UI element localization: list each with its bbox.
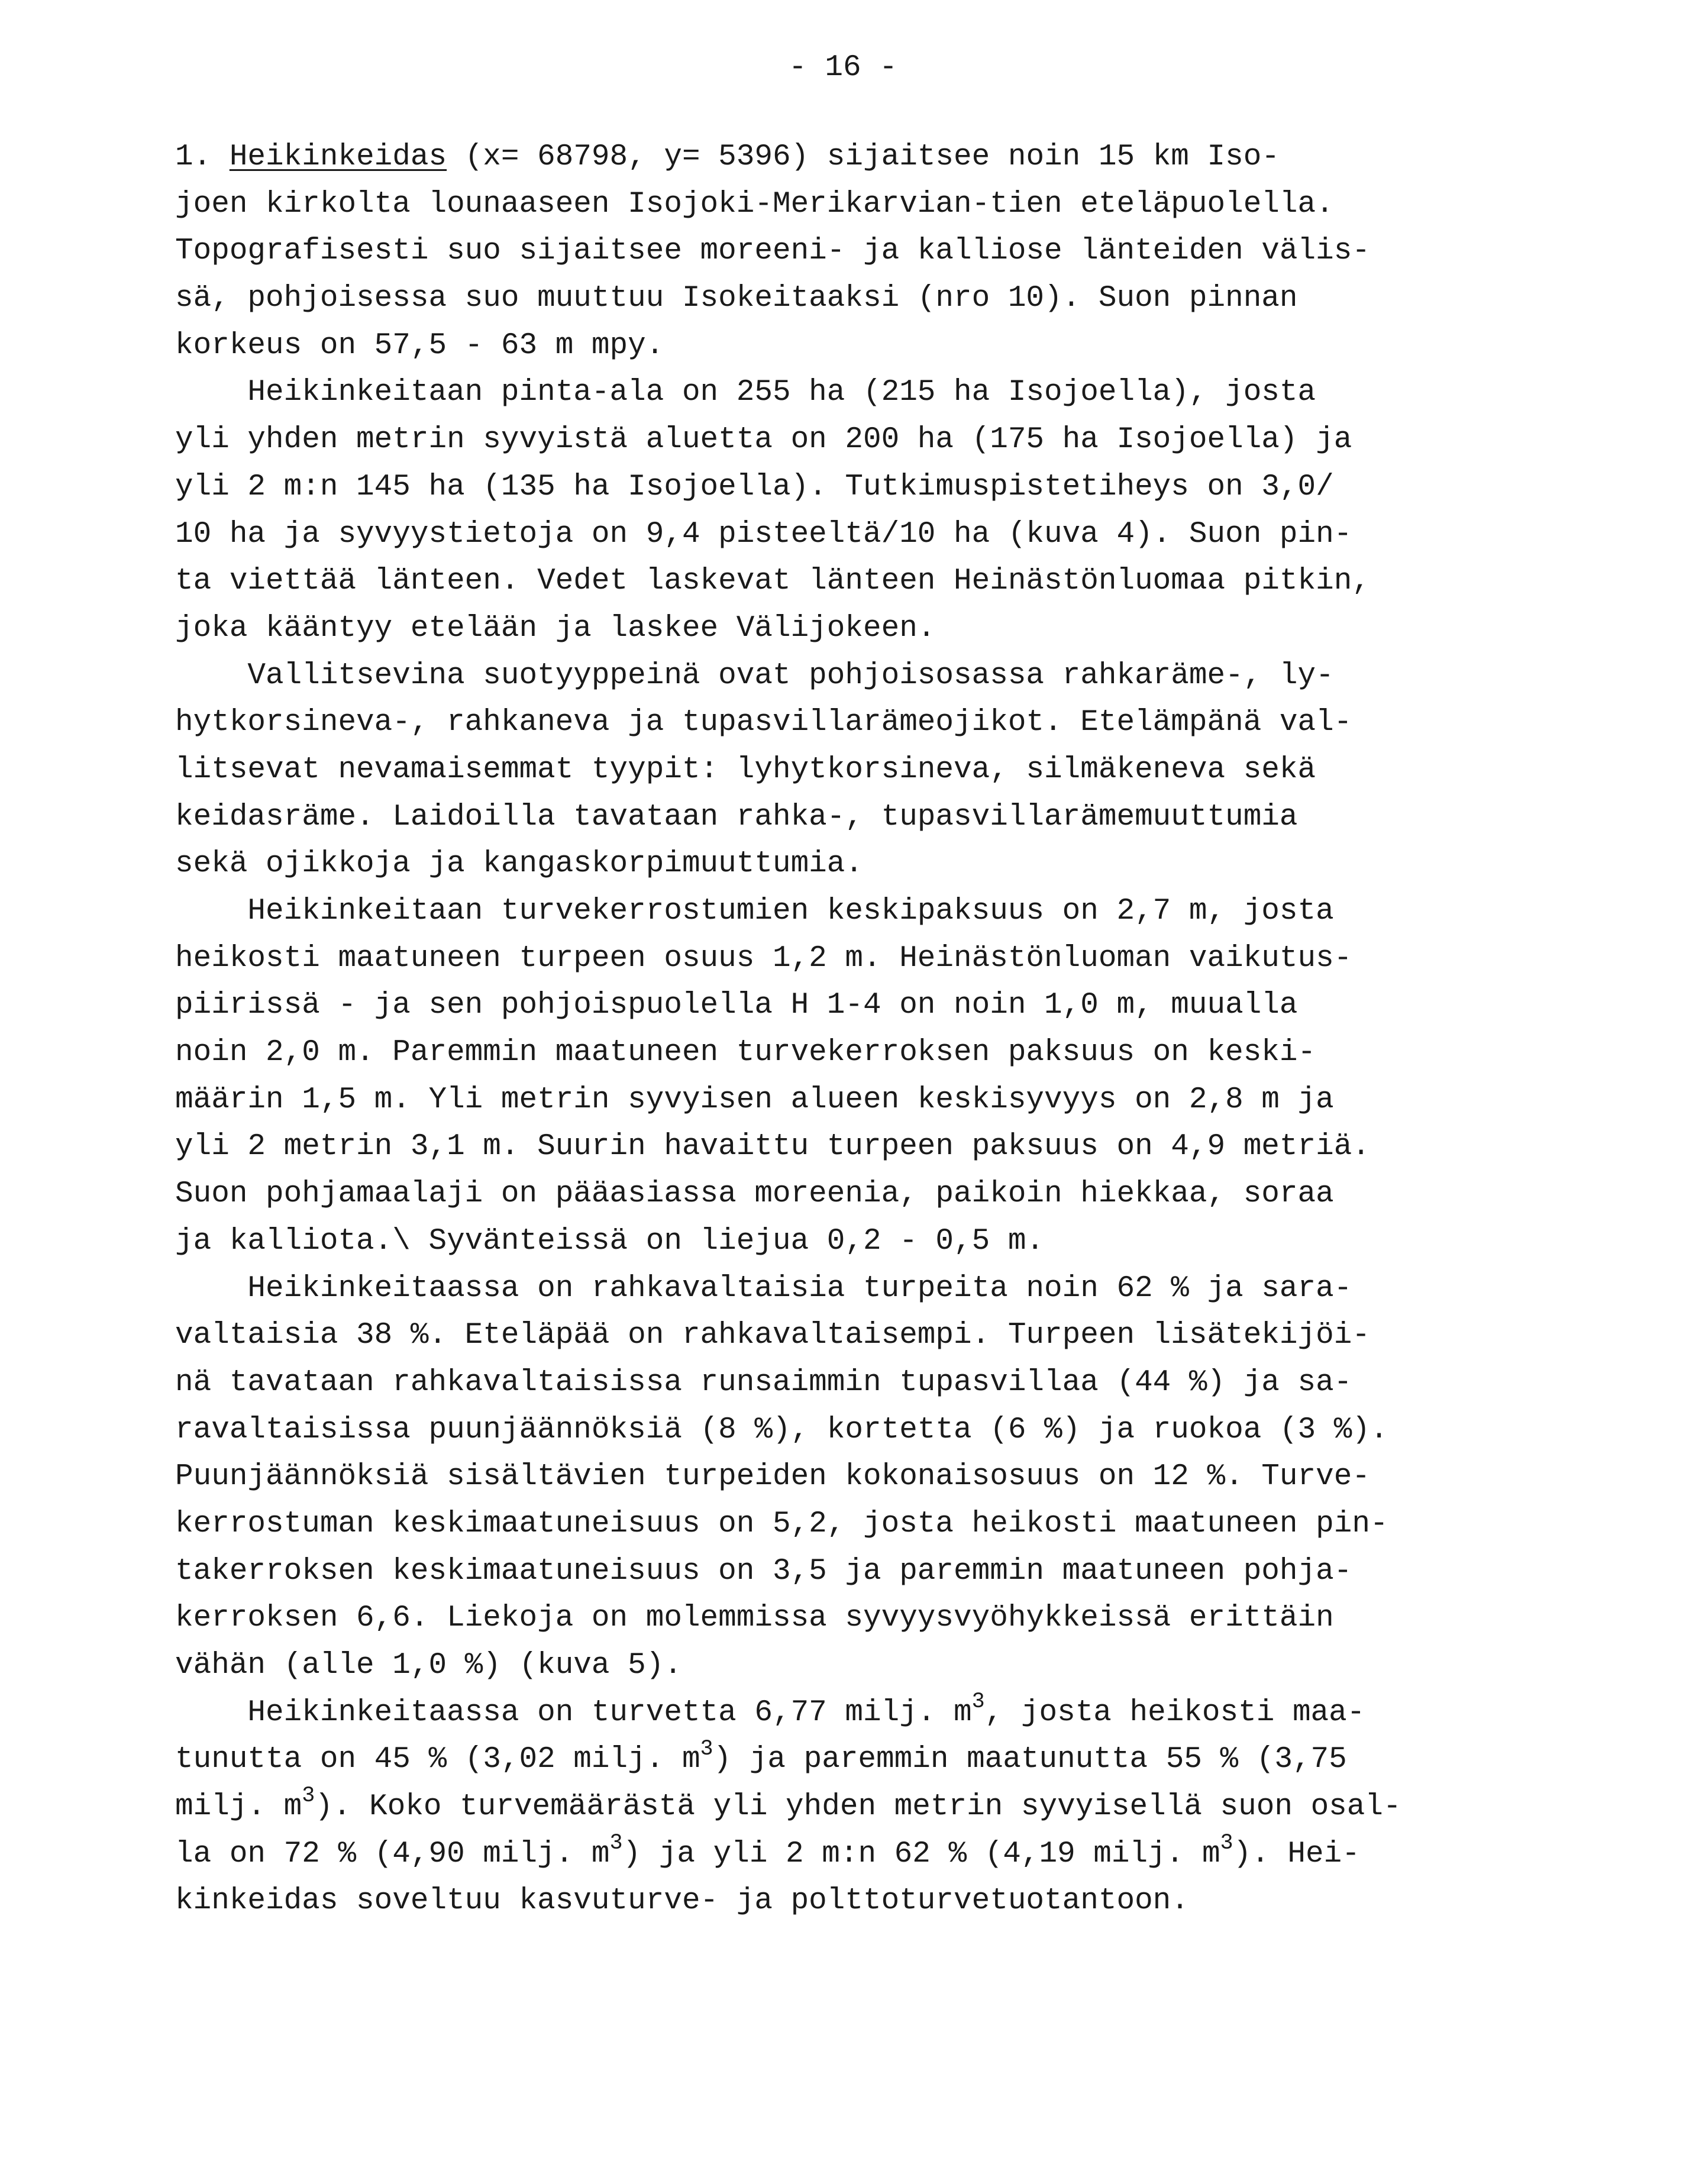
text-run: ). Hei- — [1233, 1837, 1360, 1871]
text-line — [175, 888, 1559, 935]
text-line — [175, 1784, 1559, 1831]
text-run: Heikinkeitaassa on rahkavaltaisia turpeita noin 62 % ja sara- — [175, 1271, 1352, 1306]
text-run: tunutta on 45 % (3,02 milj. m — [175, 1743, 700, 1777]
text-line — [175, 369, 1559, 416]
text-line — [175, 747, 1559, 794]
text-line — [175, 464, 1559, 511]
text-run: Heikinkeitaan pinta-ala on 255 ha (215 ha Isojoella), josta — [175, 376, 1316, 410]
text-run: joen kirkolta lounaaseen Isojoki-Merikarvian-tien eteläpuolella. — [175, 187, 1334, 221]
page-number: - 16 - — [789, 51, 897, 85]
text-run: Vallitsevina suotyyppeinä ovat pohjoisosassa rahkaräme-, ly- — [175, 658, 1334, 693]
text-run: kinkeidas soveltuu kasvuturve- ja polttoturvetuotantoon. — [175, 1884, 1189, 1918]
text-run: sekä ojikkoja ja kangaskorpimuuttumia. — [175, 847, 863, 881]
text-run: la on 72 % (4,90 milj. m — [175, 1837, 610, 1871]
text-line — [175, 1642, 1559, 1689]
text-run: milj. m — [175, 1790, 302, 1824]
text-run: 1. — [175, 140, 230, 174]
text-run: ravaltaisissa puunjäännöksiä (8 %), kortetta (6 %) ja ruokoa (3 %). — [175, 1413, 1388, 1447]
text-run: heikosti maatuneen turpeen osuus 1,2 m. Heinästönluoman vaikutus- — [175, 941, 1352, 975]
superscript: 3 — [971, 1689, 985, 1715]
body-text — [175, 134, 1559, 1925]
text-run: noin 2,0 m. Paremmin maatuneen turvekerroksen paksuus on keski- — [175, 1036, 1316, 1070]
text-run: hytkorsineva-, rahkaneva ja tupasvillarämeojikot. Etelämpänä val- — [175, 706, 1352, 740]
text-line — [175, 1831, 1559, 1878]
text-line — [175, 134, 1559, 181]
text-line — [175, 1359, 1559, 1407]
text-line — [175, 1312, 1559, 1359]
text-run: Heikinkeitaan turvekerrostumien keskipaksuus on 2,7 m, josta — [175, 894, 1334, 928]
text-run: ta viettää länteen. Vedet laskevat länteen Heinästönluomaa pitkin, — [175, 564, 1370, 599]
text-line — [175, 558, 1559, 605]
text-run: takerroksen keskimaatuneisuus on 3,5 ja paremmin maatuneen pohja- — [175, 1554, 1352, 1588]
underlined-heading: Heikinkeidas — [229, 140, 447, 174]
text-line — [175, 275, 1559, 322]
text-run: kerrostuman keskimaatuneisuus on 5,2, josta heikosti maatuneen pin- — [175, 1507, 1388, 1541]
text-run: kerroksen 6,6. Liekoja on molemmissa syvyysvyöhykkeissä erittäin — [175, 1601, 1334, 1636]
text-line — [175, 652, 1559, 700]
text-run: ) ja yli 2 m:n 62 % (4,19 milj. m — [622, 1837, 1220, 1871]
text-line — [175, 605, 1559, 652]
text-line — [175, 1123, 1559, 1171]
text-line — [175, 1595, 1559, 1642]
text-run: keidasräme. Laidoilla tavataan rahka-, tupasvillarämemuuttumia — [175, 800, 1298, 834]
text-run: yli 2 m:n 145 ha (135 ha Isojoella). Tutkimuspistetiheys on 3,0/ — [175, 470, 1334, 504]
text-run: ). Koko turvemäärästä yli yhden metrin syvyisellä suon osal- — [315, 1790, 1401, 1824]
text-run: 10 ha ja syvyystietoja on 9,4 pisteeltä/10 ha (kuva 4). Suon pin- — [175, 517, 1352, 551]
text-run: nä tavataan rahkavaltaisissa runsaimmin tupasvillaa (44 %) ja sa- — [175, 1365, 1352, 1400]
text-line — [175, 511, 1559, 558]
text-line — [175, 416, 1559, 464]
text-run: Heikinkeitaassa on turvetta 6,77 milj. m — [175, 1695, 972, 1730]
text-line — [175, 1077, 1559, 1124]
text-line — [175, 1171, 1559, 1218]
text-line — [175, 1218, 1559, 1265]
text-line — [175, 181, 1559, 228]
text-run: ja kalliota.\ Syvänteissä on liejua 0,2 - 0,5 m. — [175, 1224, 1045, 1258]
text-run: litsevat nevamaisemmat tyypit: lyhytkorsineva, silmäkeneva sekä — [175, 752, 1316, 787]
superscript: 3 — [609, 1831, 623, 1856]
text-line — [175, 1453, 1559, 1501]
text-run: , josta heikosti maa- — [984, 1695, 1365, 1730]
text-line — [175, 1029, 1559, 1077]
superscript: 3 — [302, 1784, 315, 1809]
text-line — [175, 1878, 1559, 1925]
text-line — [175, 1548, 1559, 1595]
text-run: Puunjäännöksiä sisältävien turpeiden kokonaisosuus on 12 %. Turve- — [175, 1460, 1370, 1494]
text-run: yli 2 metrin 3,1 m. Suurin havaittu turpeen paksuus on 4,9 metriä. — [175, 1130, 1370, 1164]
text-run: sä, pohjoisessa suo muuttuu Isokeitaaksi (nro 10). Suon pinnan — [175, 282, 1298, 316]
text-run: ) ja paremmin maatunutta 55 % (3,75 — [713, 1743, 1347, 1777]
text-line — [175, 1407, 1559, 1454]
text-line — [175, 699, 1559, 747]
text-line — [175, 1736, 1559, 1784]
text-line — [175, 1265, 1559, 1313]
text-run: vähän (alle 1,0 %) (kuva 5). — [175, 1649, 682, 1682]
text-line — [175, 982, 1559, 1029]
text-run: Topografisesti suo sijaitsee moreeni- ja kalliose länteiden välis- — [175, 234, 1370, 269]
text-run: piirissä - ja sen pohjoispuolella H 1-4 on noin 1,0 m, muualla — [175, 988, 1298, 1023]
text-line — [175, 1689, 1559, 1737]
text-run: yli yhden metrin syvyistä aluetta on 200 ha (175 ha Isojoella) ja — [175, 423, 1352, 457]
text-line — [175, 794, 1559, 841]
text-run: korkeus on 57,5 - 63 m mpy. — [175, 328, 664, 363]
text-run: (x= 68798, y= 5396) sijaitsee noin 15 km Iso- — [447, 140, 1280, 174]
text-line — [175, 1501, 1559, 1548]
text-line — [175, 935, 1559, 983]
superscript: 3 — [1220, 1831, 1233, 1856]
text-run: joka kääntyy etelään ja laskee Välijokeen. — [175, 611, 936, 645]
text-line — [175, 228, 1559, 275]
text-run: valtaisia 38 %. Eteläpää on rahkavaltaisempi. Turpeen lisätekijöi- — [175, 1319, 1370, 1353]
text-line — [175, 322, 1559, 370]
text-line — [175, 841, 1559, 888]
superscript: 3 — [700, 1736, 713, 1762]
text-run: määrin 1,5 m. Yli metrin syvyisen alueen keskisyvyys on 2,8 m ja — [175, 1083, 1334, 1117]
text-run: Suon pohjamaalaji on pääasiassa moreenia, paikoin hiekkaa, soraa — [175, 1177, 1334, 1211]
